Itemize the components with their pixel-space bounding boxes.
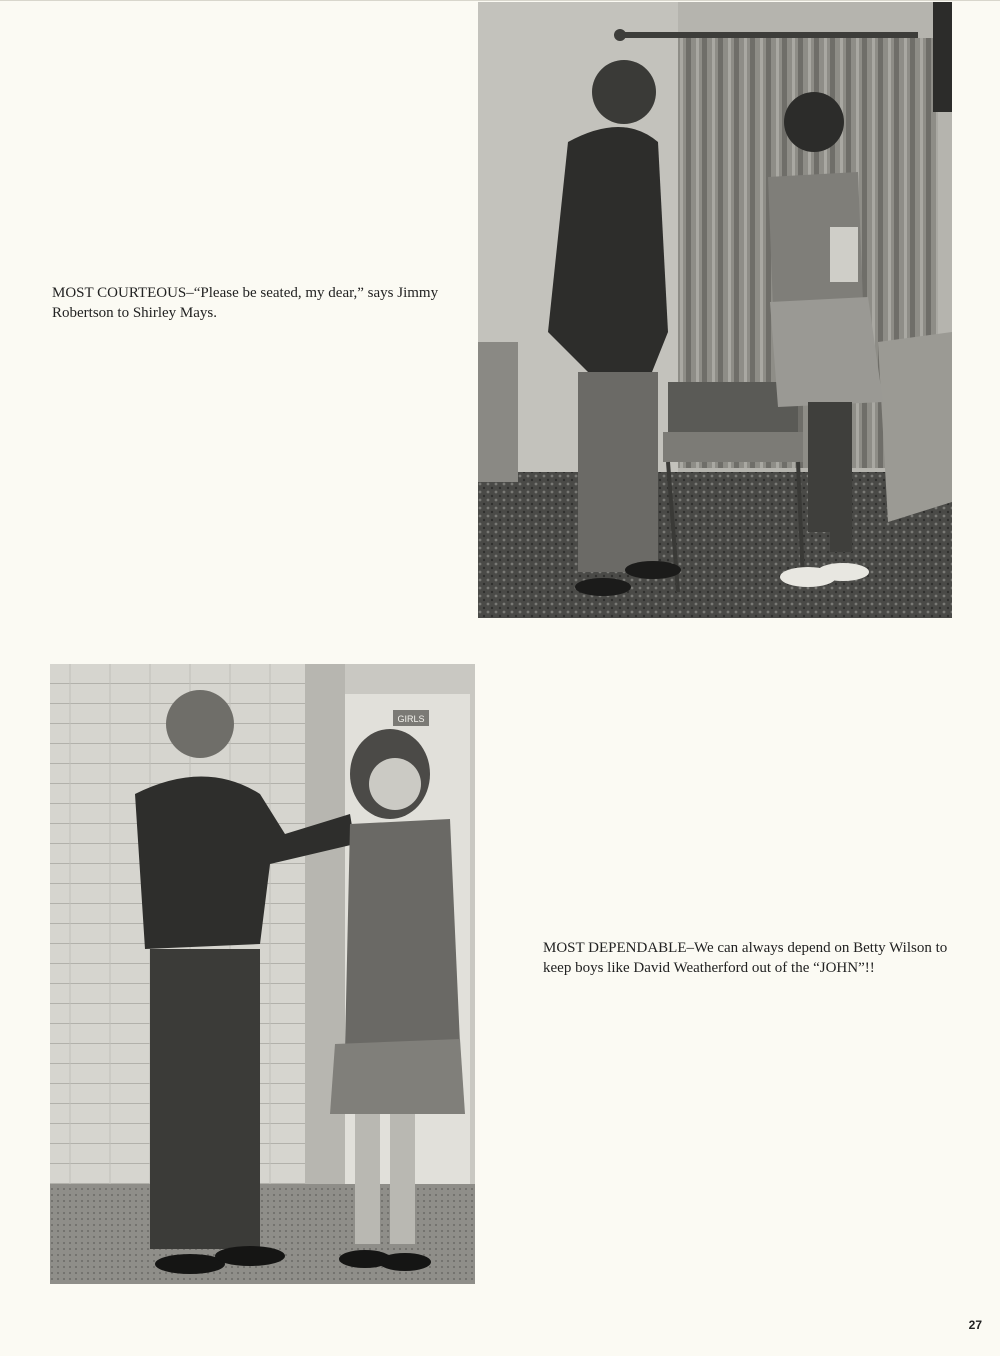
photo-most-courteous [478,2,952,618]
photo-most-courteous-image [478,2,952,618]
photo-most-dependable [50,664,475,1284]
photo-most-dependable-image [50,664,475,1284]
page-number: 27 [968,1318,982,1332]
door-sign-label: GIRLS [397,714,425,724]
caption-most-courteous: MOST COURTEOUS–“Please be seated, my dear,” says Jimmy Robertson to Shirley Mays. [52,285,439,321]
caption-most-dependable: MOST DEPENDABLE–We can always depend on Betty Wilson to keep boys like David Weatherford out of the “JOHN”!! [543,940,948,976]
